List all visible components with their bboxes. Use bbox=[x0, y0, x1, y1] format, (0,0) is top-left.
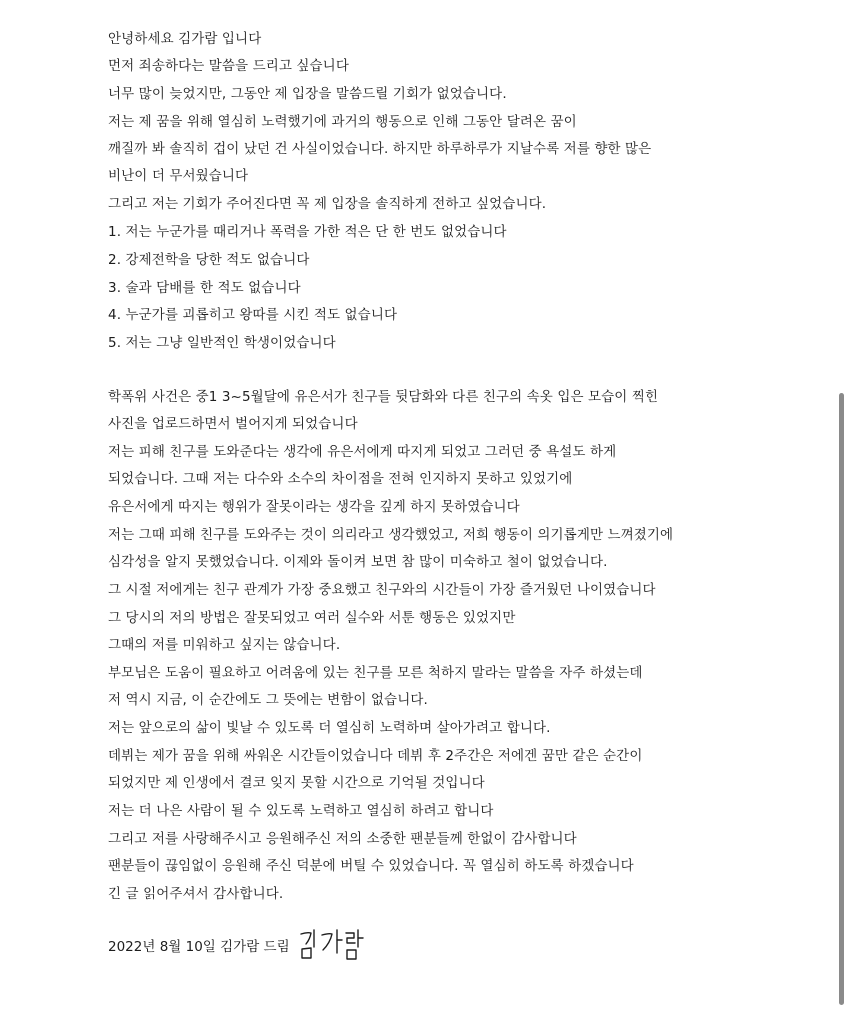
letter-line: 저 역시 지금, 이 순간에도 그 뜻에는 변함이 없습니다. bbox=[108, 692, 428, 708]
letter-line: 사진을 업로드하면서 벌어지게 되었습니다 bbox=[108, 416, 358, 432]
letter-line: 저는 앞으로의 삶이 빛날 수 있도록 더 열심히 노력하며 살아가려고 합니다. bbox=[108, 720, 551, 736]
scrollbar-thumb[interactable] bbox=[839, 393, 844, 1005]
letter-line: 그 당시의 저의 방법은 잘못되었고 여러 실수와 서툰 행동은 있었지만 bbox=[108, 610, 516, 626]
letter-line: 저는 더 나은 사람이 될 수 있도록 노력하고 열심히 하려고 합니다 bbox=[108, 803, 494, 819]
letter-line: 비난이 더 무서웠습니다 bbox=[108, 168, 249, 184]
letter-line: 부모님은 도움이 필요하고 어려움에 있는 친구를 모른 척하지 말라는 말씀을 자주 하셨는데 bbox=[108, 665, 643, 681]
letter-line: 긴 글 읽어주셔서 감사합니다. bbox=[108, 886, 284, 902]
letter-line: 되었지만 제 인생에서 결코 잊지 못할 시간으로 기억될 것입니다 bbox=[108, 775, 485, 791]
date-signoff: 2022년 8월 10일 김가람 드림 bbox=[108, 939, 290, 955]
list-item: 5. 저는 그냥 일반적인 학생이었습니다 bbox=[108, 335, 336, 351]
letter-line: 안녕하세요 김가람 입니다 bbox=[108, 31, 262, 47]
letter-line: 심각성을 알지 못했었습니다. 이제와 돌이켜 보면 참 많이 미숙하고 철이 없었습니다. bbox=[108, 554, 608, 570]
letter-line: 먼저 죄송하다는 말씀을 드리고 싶습니다 bbox=[108, 58, 349, 74]
letter-line: 너무 많이 늦었지만, 그동안 제 입장을 말씀드릴 기회가 없었습니다. bbox=[108, 86, 507, 102]
list-item: 4. 누군가를 괴롭히고 왕따를 시킨 적도 없습니다 bbox=[108, 307, 398, 323]
letter-line: 유은서에게 따지는 행위가 잘못이라는 생각을 깊게 하지 못하였습니다 bbox=[108, 499, 520, 515]
letter-line: 그 시절 저에게는 친구 관계가 가장 중요했고 친구와의 시간들이 가장 즐거웠던 나이였습니다 bbox=[108, 582, 656, 598]
letter-line: 그리고 저는 기회가 주어진다면 꼭 제 입장을 솔직하게 전하고 싶었습니다. bbox=[108, 196, 547, 212]
letter-line: 그리고 저를 사랑해주시고 응원해주신 저의 소중한 팬분들께 한없이 감사합니다 bbox=[108, 831, 577, 847]
letter-line: 되었습니다. 그때 저는 다수와 소수의 차이점을 전혀 인지하지 못하고 있었기에 bbox=[108, 471, 573, 487]
letter-line: 저는 제 꿈을 위해 열심히 노력했기에 과거의 행동으로 인해 그동안 달려온 꿈이 bbox=[108, 114, 577, 130]
letter-line: 학폭위 사건은 중1 3~5월달에 유은서가 친구들 뒷담화와 다른 친구의 속옷 입은 모습이 찍힌 bbox=[108, 389, 659, 405]
list-item: 2. 강제전학을 당한 적도 없습니다 bbox=[108, 252, 310, 268]
letter-line: 깨질까 봐 솔직히 겁이 났던 건 사실이었습니다. 하지만 하루하루가 지날수록 저를 향한 많은 bbox=[108, 141, 652, 157]
letter-line: 저는 그때 피해 친구를 도와주는 것이 의리라고 생각했었고, 저희 행동이 의기롭게만 느껴졌기에 bbox=[108, 527, 674, 543]
list-item: 3. 술과 담배를 한 적도 없습니다 bbox=[108, 280, 301, 296]
letter-line: 데뷔는 제가 꿈을 위해 싸워온 시간들이었습니다 데뷔 후 2주간은 저에겐 꿈만 같은 순간이 bbox=[108, 748, 643, 764]
list-item: 1. 저는 누군가를 때리거나 폭력을 가한 적은 단 한 번도 없었습니다 bbox=[108, 224, 507, 240]
handwritten-signature bbox=[298, 926, 368, 966]
letter-line: 팬분들이 끊임없이 응원해 주신 덕분에 버틸 수 있었습니다. 꼭 열심히 하도록 하겠습니다 bbox=[108, 858, 634, 874]
letter-line: 저는 피해 친구를 도와준다는 생각에 유은서에게 따지게 되었고 그러던 중 욕설도 하게 bbox=[108, 444, 617, 460]
letter-line: 그때의 저를 미워하고 싶지는 않습니다. bbox=[108, 637, 341, 653]
